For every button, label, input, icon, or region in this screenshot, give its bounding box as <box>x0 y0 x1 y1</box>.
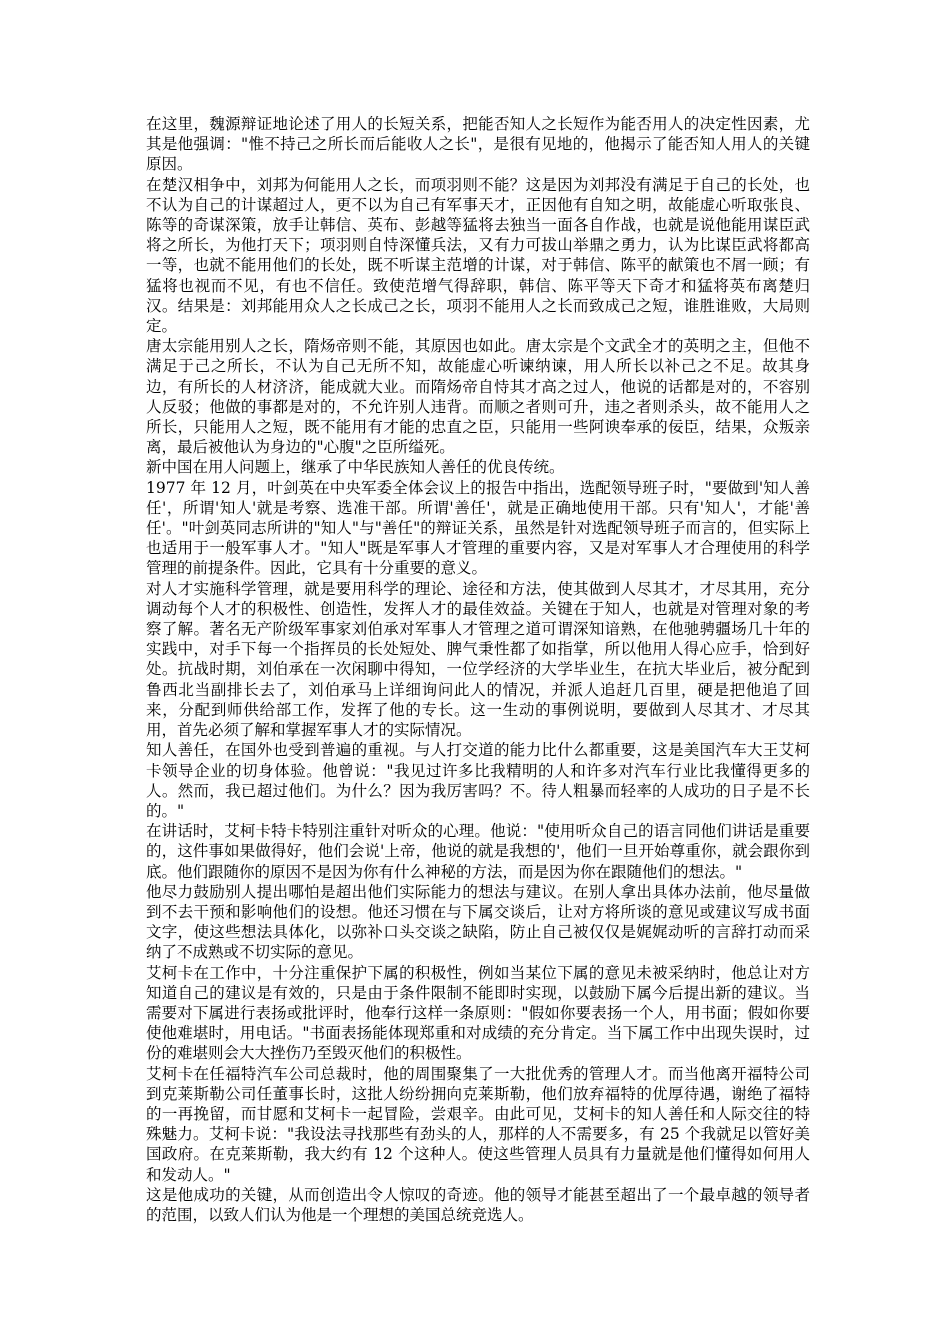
paragraph: 对人才实施科学管理，就是要用科学的理论、途径和方法，使其做到人尽其才，才尽其用，充分调动每个人才的积极性、创造性，发挥人才的最佳效益。关键在于知人，也就是对管理对象的考察了解。著名无产阶级军事家刘伯承对军事人才管理之道可谓深知谙熟，在他驰骋疆场几十年的实践中，对手下每一个指挥员的长处短处、脾气秉性都了如指掌，所以他用人得心应手，恰到好处。抗战时期，刘伯承在一次闲聊中得知，一位学经济的大学毕业生，在抗大毕业后，被分配到鲁西北当副排长去了，刘伯承马上详细询问此人的情况，并派人追赶几百里，硬是把他追了回来，分配到师供给部工作，发挥了他的专长。这一生动的事例说明，要做到人尽其才、才尽其用，首先必须了解和掌握军事人才的实际情况。 <box>146 579 810 740</box>
paragraph: 艾柯卡在工作中，十分注重保护下属的积极性，例如当某位下属的意见未被采纳时，他总让对方知道自己的建议是有效的，只是由于条件限制不能即时实现，以鼓励下属今后提出新的建议。当需要对下属进行表扬或批评时，他奉行这样一条原则："假如你要表扬一个人，用书面；假如你要使他难堪时，用电话。"书面表扬能体现郑重和对成绩的充分肯定。当下属工作中出现失误时，过份的难堪则会大大挫伤乃至毁灭他们的积极性。 <box>146 963 810 1063</box>
paragraph: 他尽力鼓励别人提出哪怕是超出他们实际能力的想法与建议。在别人拿出具体办法前，他尽量做到不去干预和影响他们的设想。他还习惯在与下属交谈后，让对方将所谈的意见或建议写成书面文字，使这些想法具体化，以弥补口头交谈之缺陷，防止自己被仅仅是娓娓动听的言辞打动而采纳了不成熟或不切实际的意见。 <box>146 882 810 962</box>
paragraph: 唐太宗能用别人之长，隋炀帝则不能，其原因也如此。唐太宗是个文武全才的英明之主，但他不满足于己之所长，不认为自己无所不知，故能虚心听谏纳谏，用人所长以补己之不足。故其身边，有所长的人材济济，能成就大业。而隋炀帝自恃其才高之过人，他说的话都是对的，不容别人反驳；他做的事都是对的，不允许别人违背。而顺之者则可升，违之者则杀头，故不能用人之所长，只能用人之短，既不能用有才能的忠直之臣，只能用一些阿谀奉承的佞臣，结果，众叛亲离，最后被他认为身边的"心腹"之臣所缢死。 <box>146 337 810 457</box>
paragraph: 艾柯卡在任福特汽车公司总裁时，他的周围聚集了一大批优秀的管理人才。而当他离开福特公司到克莱斯勒公司任董事长时，这批人纷纷拥向克莱斯勒，他们放弃福特的优厚待遇，谢绝了福特的一再挽留，而甘愿和艾柯卡一起冒险，尝艰辛。由此可见，艾柯卡的知人善任和人际交往的特殊魅力。艾柯卡说："我设法寻找那些有劲头的人，那样的人不需要多，有 25 个我就足以管好美国政府。在克莱斯勒，我大约有 12 个这种人。使这些管理人员具有力量就是他们懂得如何用人和发动人。" <box>146 1064 810 1184</box>
paragraph: 在楚汉相争中，刘邦为何能用人之长，而项羽则不能？这是因为刘邦没有满足于自己的长处，也不认为自己的计谋超过人，更不以为自己有军事天才，正因他有自知之明，故能虚心听取张良、陈等的奇谋深策，放手让韩信、英布、彭越等猛将去独当一面各自作战，也就是说他能用谋臣武将之所长，为他打天下；项羽则自恃深懂兵法，又有力可拔山举鼎之勇力，认为比谋臣武将都高一等，也就不能用他们的长处，既不听谋主范增的计谋，对于韩信、陈平的献策也不屑一顾；有猛将也视而不见，有也不信任。致使范增气得辞职，韩信、陈平等天下奇才和猛将英布离楚归汉。结果是：刘邦能用众人之长成己之长，项羽不能用人之长而致成己之短，谁胜谁败，大局则定。 <box>146 175 810 336</box>
paragraph: 1977 年 12 月，叶剑英在中央军委全体会议上的报告中指出，选配领导班子时，"要做到'知人善任'，所谓'知人'就是考察、选准干部。所谓'善任'，就是正确地使用干部。只有'知人'，才能'善任'。"叶剑英同志所讲的"知人"与"善任"的辩证关系，虽然是针对选配领导班子而言的，但实际上也适用于一般军事人才。"知人"既是军事人才管理的重要内容，又是对军事人才合理使用的科学管理的前提条件。因此，它具有十分重要的意义。 <box>146 478 810 578</box>
paragraph: 在讲话时，艾柯卡特卡特别注重针对听众的心理。他说："使用听众自己的语言同他们讲话是重要的，这件事如果做得好，他们会说'上帝，他说的就是我想的'，他们一旦开始尊重你，就会跟你到底。他们跟随你的原因不是因为你有什么神秘的方法，而是因为你在跟随他们的想法。" <box>146 822 810 881</box>
paragraph: 知人善任，在国外也受到普遍的重视。与人打交道的能力比什么都重要，这是美国汽车大王艾柯卡领导企业的切身体验。他曾说："我见过许多比我精明的人和许多对汽车行业比我懂得更多的人。然而，我已超过他们。为什么？因为我厉害吗？不。待人粗暴而轻率的人成功的日子是不长的。" <box>146 741 810 820</box>
paragraph: 在这里，魏源辩证地论述了用人的长短关系，把能否知人之长短作为能否用人的决定性因素，尤其是他强调："惟不持己之所长而后能收人之长"，是很有见地的，他揭示了能否知人用人的关键原因。 <box>146 115 810 174</box>
paragraph: 新中国在用人问题上，继承了中华民族知人善任的优良传统。 <box>146 458 565 477</box>
document-body <box>146 114 810 1225</box>
paragraph: 这是他成功的关键，从而创造出令人惊叹的奇迹。他的领导才能甚至超出了一个最卓越的领导者的范围，以致人们认为他是一个理想的美国总统竞选人。 <box>146 1185 810 1224</box>
